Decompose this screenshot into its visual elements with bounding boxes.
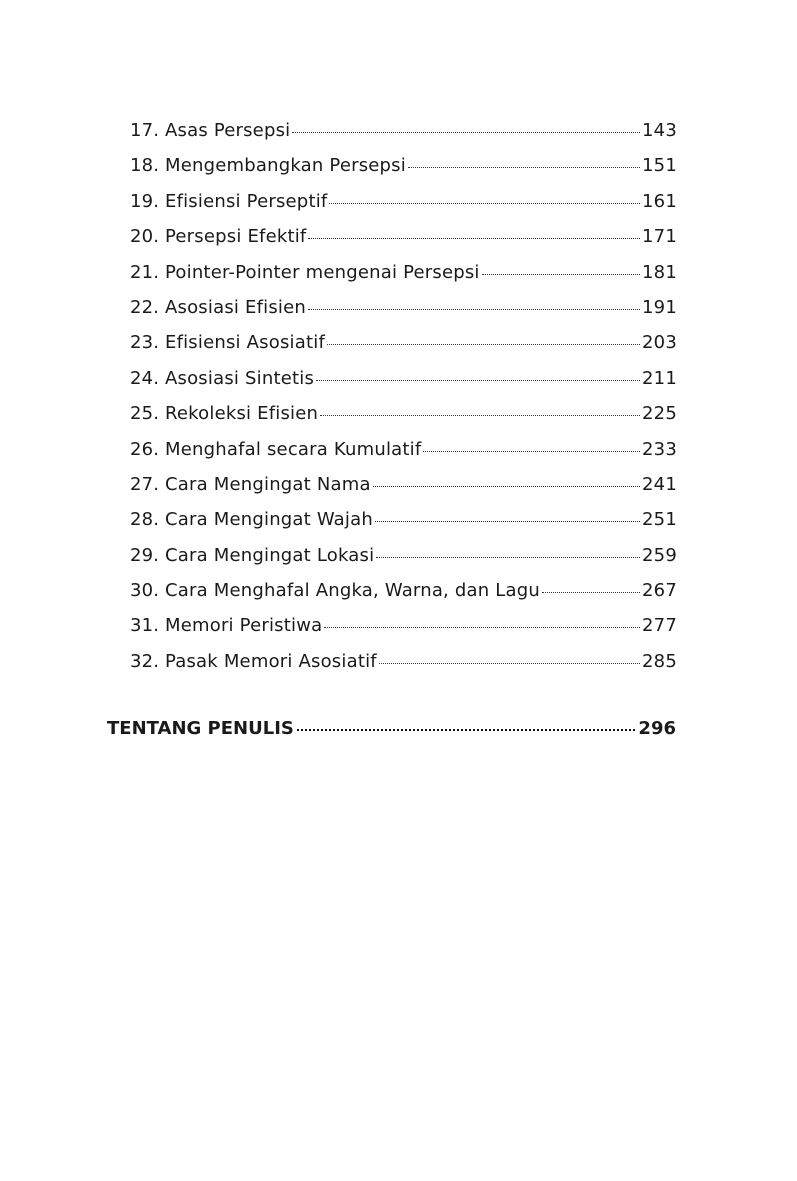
entry-number: 25. <box>130 403 160 425</box>
entry-page: 203 <box>642 332 677 354</box>
toc-entry[interactable] <box>130 259 677 294</box>
entry-number: 26. <box>130 438 160 460</box>
entry-page: 233 <box>642 438 677 460</box>
entry-title: Mengembangkan Persepsi <box>165 155 406 177</box>
entry-number: 30. <box>130 580 160 602</box>
toc-entry[interactable] <box>130 400 677 435</box>
dot-leader <box>375 520 640 522</box>
entry-title: Memori Peristiwa <box>165 615 323 637</box>
toc-entry-back-matter[interactable] <box>107 718 676 739</box>
entry-number: 31. <box>130 615 160 637</box>
entry-number: 32. <box>130 650 160 672</box>
entry-page: 241 <box>642 473 677 495</box>
dot-leader <box>542 591 640 593</box>
entry-page: 211 <box>642 367 677 389</box>
toc-entry[interactable] <box>130 365 677 400</box>
toc-entry[interactable] <box>130 648 677 683</box>
dot-leader <box>408 166 640 168</box>
dot-leader <box>376 556 640 558</box>
table-of-contents <box>130 117 677 683</box>
entry-page: 285 <box>642 650 677 672</box>
dot-leader <box>324 626 640 628</box>
toc-entry[interactable] <box>130 577 677 612</box>
toc-entry[interactable] <box>130 612 677 647</box>
entry-title: Efisiensi Perseptif <box>165 190 328 212</box>
dot-leader <box>308 308 640 310</box>
back-matter-title: TENTANG PENULIS <box>107 718 294 739</box>
entry-title: Rekoleksi Efisien <box>165 403 319 425</box>
entry-number: 17. <box>130 120 160 141</box>
entry-page: 225 <box>642 403 677 425</box>
toc-entry[interactable] <box>130 152 677 187</box>
toc-entry[interactable] <box>130 329 677 364</box>
entry-page: 171 <box>642 226 677 248</box>
entry-title: Cara Menghafal Angka, Warna, dan Lagu <box>165 580 540 602</box>
dot-leader <box>482 273 640 275</box>
toc-entry[interactable] <box>130 117 677 152</box>
entry-title: Pointer-Pointer mengenai Persepsi <box>165 261 480 283</box>
entry-title: Cara Mengingat Wajah <box>165 509 373 531</box>
entry-page: 143 <box>642 120 677 141</box>
entry-number: 24. <box>130 367 160 389</box>
entry-title: Persepsi Efektif <box>165 226 307 248</box>
toc-entry[interactable] <box>130 188 677 223</box>
toc-entry[interactable] <box>130 506 677 541</box>
dot-leader <box>379 662 640 664</box>
entry-number: 23. <box>130 332 160 354</box>
entry-title: Menghafal secara Kumulatif <box>165 438 422 460</box>
entry-title: Cara Mengingat Lokasi <box>165 544 375 566</box>
entry-title: Asosiasi Efisien <box>165 296 306 318</box>
entry-title: Pasak Memori Asosiatif <box>165 650 377 672</box>
entry-page: 181 <box>642 261 677 283</box>
dot-leader <box>320 414 640 416</box>
entry-number: 21. <box>130 261 160 283</box>
dot-leader <box>373 485 640 487</box>
entry-page: 151 <box>642 155 677 177</box>
back-matter-page: 296 <box>638 718 676 739</box>
entry-number: 20. <box>130 226 160 248</box>
entry-number: 29. <box>130 544 160 566</box>
entry-number: 18. <box>130 155 160 177</box>
entry-number: 19. <box>130 190 160 212</box>
dot-leader <box>297 728 636 731</box>
entry-number: 27. <box>130 473 160 495</box>
entry-number: 22. <box>130 296 160 318</box>
entry-title: Cara Mengingat Nama <box>165 473 371 495</box>
entry-page: 277 <box>642 615 677 637</box>
entry-title: Efisiensi Asosiatif <box>165 332 325 354</box>
toc-entry[interactable] <box>130 471 677 506</box>
entry-title: Asas Persepsi <box>165 120 291 141</box>
entry-page: 191 <box>642 296 677 318</box>
dot-leader <box>423 450 640 452</box>
toc-entry[interactable] <box>130 223 677 258</box>
toc-entry[interactable] <box>130 436 677 471</box>
entry-number: 28. <box>130 509 160 531</box>
entry-page: 161 <box>642 190 677 212</box>
dot-leader <box>327 343 640 345</box>
dot-leader <box>308 237 640 239</box>
dot-leader <box>316 379 640 381</box>
dot-leader <box>329 202 640 204</box>
entry-page: 259 <box>642 544 677 566</box>
dot-leader <box>292 131 640 133</box>
toc-entry[interactable] <box>130 294 677 329</box>
entry-page: 251 <box>642 509 677 531</box>
entry-title: Asosiasi Sintetis <box>165 367 315 389</box>
entry-page: 267 <box>642 580 677 602</box>
toc-entry[interactable] <box>130 542 677 577</box>
